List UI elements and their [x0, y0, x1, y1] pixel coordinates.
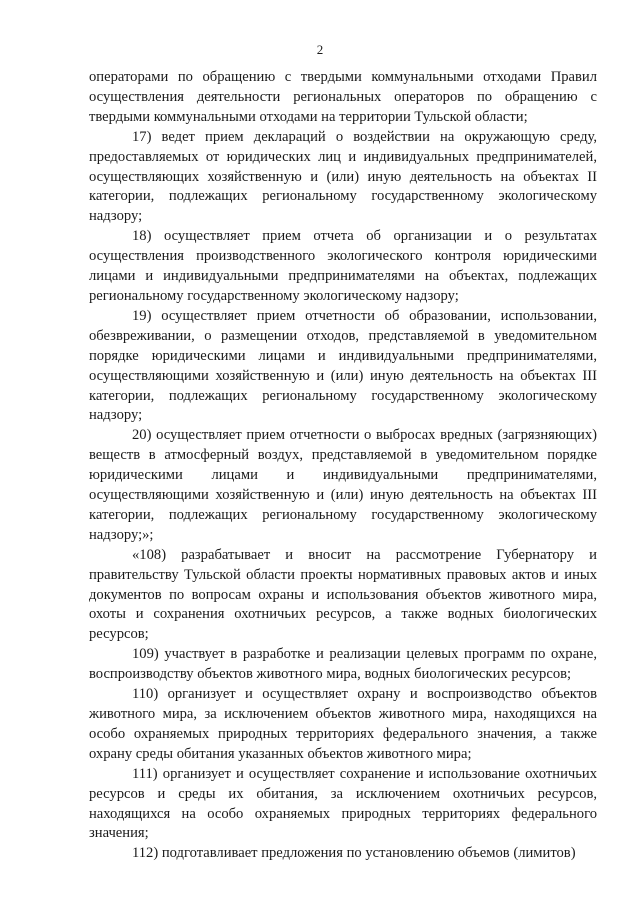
document-body — [89, 68, 597, 864]
paragraph-item-17: 17) ведет прием деклараций о воздействии на окружающую среду, предоставляемых от юридических лиц и индивидуальных предпринимателей, осуществляющих хозяйственную и (или) иную деятельность на объектах II категории, подлежащих региональному государственному экологическому надзору; — [89, 128, 597, 225]
paragraph-item-110: 110) организует и осуществляет охрану и воспроизводство объектов животного мира, за исключением объектов животного мира, находящихся на особо охраняемых природных территориях федерального значения, а также охрану среды обитания указанных объектов животного мира; — [89, 686, 597, 762]
paragraph-item-19: 19) осуществляет прием отчетности об образовании, использовании, обезвреживании, о размещении отходов, представляемой в уведомительном порядке юридическими лицами и индивидуальными предпринимателями, осуществляющими хозяйственную и (или) иную деятельность на объектах III категории, подлежащих региональному государственному экологическому надзору; — [89, 307, 597, 424]
paragraph-item-20: 20) осуществляет прием отчетности о выбросах вредных (загрязняющих) веществ в атмосферный воздух, представляемой в уведомительном порядке юридическими лицами и индивидуальными предпринимателями, осуществляющими хозяйственную и (или) иную деятельность на объектах III категории, подлежащих региональному государственному экологическому надзору;»; — [89, 427, 597, 543]
paragraph-item-112: 112) подготавливает предложения по установлению объемов (лимитов) — [132, 845, 576, 862]
paragraph-continuation: операторами по обращению с твердыми коммунальными отходами Правил осуществления деятельности региональных операторов по обращению с твердыми коммунальными отходами на территории Тульской области; — [89, 69, 597, 125]
paragraph-item-108: «108) разрабатывает и вносит на рассмотрение Губернатору и правительству Тульской области проекты нормативных правовых актов и иных документов по вопросам охраны и использования объектов животного мира, охоты и сохранения охотничьих ресурсов, а также водных биологических ресурсов; — [89, 546, 597, 643]
paragraph-item-109: 109) участвует в разработке и реализации целевых программ по охране, воспроизводству объектов животного мира, водных биологических ресурсов; — [89, 646, 597, 683]
paragraph-item-18: 18) осуществляет прием отчета об организации и о результатах осуществления производственного экологического контроля юридическими лицами и индивидуальными предпринимателями на объектах, подлежащих региональному государственному экологическому надзору; — [89, 228, 597, 304]
paragraph-item-111: 111) организует и осуществляет сохранение и использование охотничьих ресурсов и среды их обитания, за исключением охотничьих ресурсов, находящихся на особо охраняемых природных территориях федерального значения; — [89, 765, 597, 842]
page-number: 2 — [316, 42, 324, 57]
